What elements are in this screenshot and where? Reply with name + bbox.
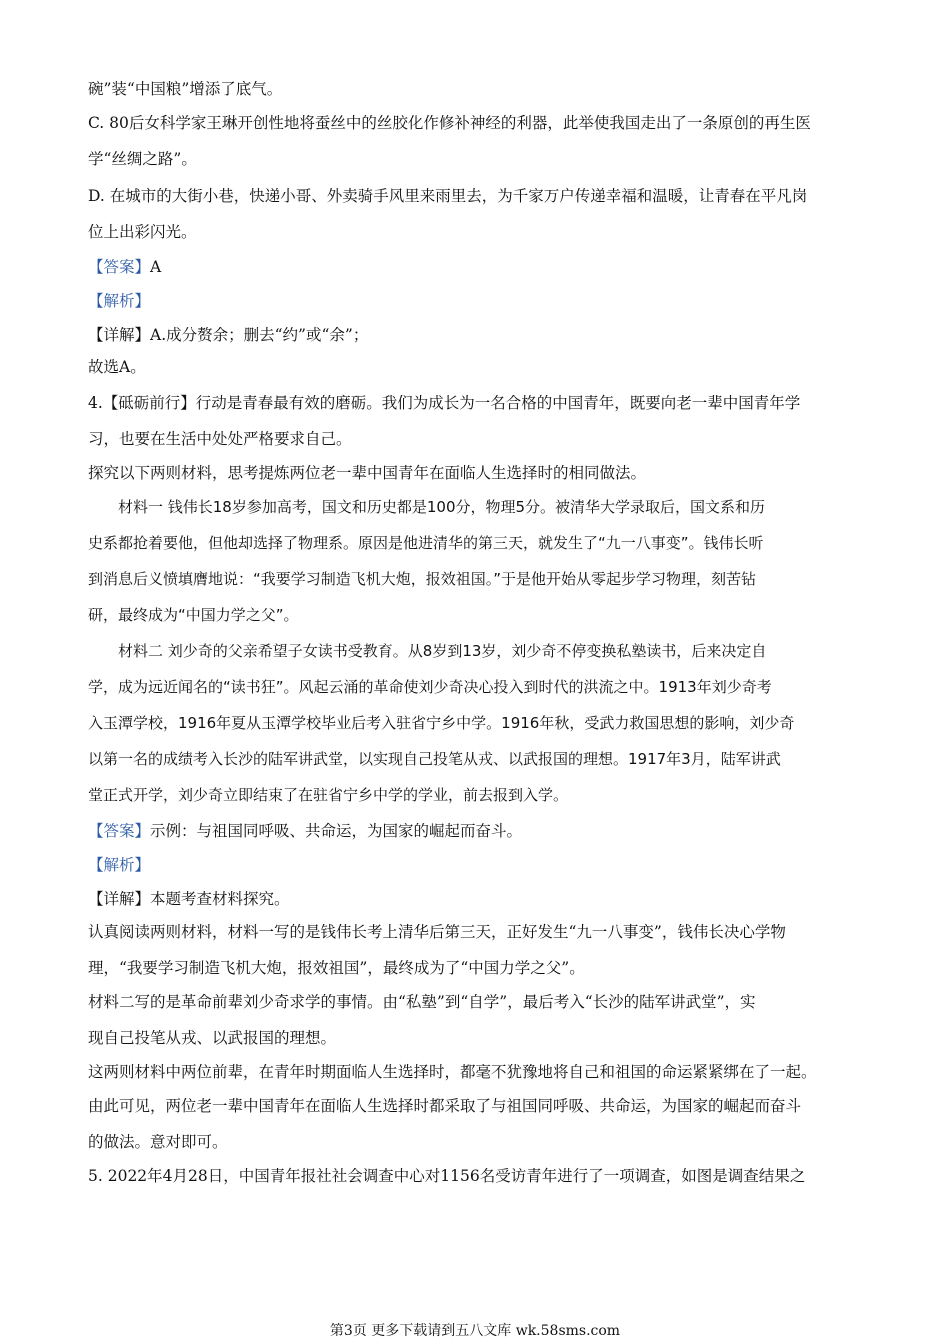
material-two-line: 堂正式开学，刘少奇立即结束了在驻省宁乡中学的学业，前去报到入学。 [88, 786, 569, 804]
answer-line [88, 820, 868, 842]
option-c-line: 学“丝绸之路”。 [88, 150, 197, 168]
material-two-line: 入玉潭学校，1916年夏从玉潭学校毕业后考入驻省宁乡中学。1916年秋，受武力救国思想的影响，刘少奇 [88, 714, 795, 732]
detail-text: A.成分赘余；删去“约”或“余”； [150, 326, 369, 344]
analysis-paragraph-line: 理，“我要学习制造飞机大炮，报效祖国”，最终成为了“中国力学之父”。 [88, 959, 585, 977]
material-one-line: 到消息后义愤填膺地说：“我要学习制造飞机大炮，报效祖国。”于是他开始从零起步学习物理，刻苦钻 [88, 570, 757, 588]
question-4-prompt: 探究以下两则材料，思考提炼两位老一辈中国青年在面临人生选择时的相同做法。 [88, 464, 647, 482]
analysis-paragraph-line: 材料二写的是革命前辈刘少奇求学的事情。由“私塾”到“自学”，最后考入“长沙的陆军讲武堂”，实 [88, 993, 756, 1011]
analysis-tag: 【解析】 [88, 292, 151, 310]
option-c-line: C. 80后女科学家王琳开创性地将蚕丝中的丝胶化作修补神经的利器，此举使我国走出了一条原创的再生医 [88, 114, 811, 132]
analysis-paragraph-line: 这两则材料中两位前辈，在青年时期面临人生选择时，都毫不犹豫地将自己和祖国的命运紧紧绑在了一起。 [88, 1063, 817, 1081]
answer-value: A [150, 258, 162, 276]
paragraph-line: 故选A。 [88, 358, 146, 376]
detail-line [88, 888, 868, 910]
page-footer: 第3页 更多下载请到五八文库 wk.58sms.com [329, 1323, 621, 1339]
material-two-line: 学，成为远近闻名的“读书狂”。风起云涌的革命使刘少奇决心投入到时代的洪流之中。1913年刘少奇考 [88, 678, 772, 696]
material-one-line: 研，最终成为“中国力学之父”。 [88, 606, 299, 624]
material-two-line: 以第一名的成绩考入长沙的陆军讲武堂，以实现自己投笔从戎、以武报国的理想。1917年3月，陆军讲武 [88, 750, 781, 768]
analysis-tag: 【解析】 [88, 856, 151, 874]
answer-value: 示例：与祖国同呼吸、共命运，为国家的崛起而奋斗。 [150, 822, 523, 840]
paragraph-line: 碗”装“中国粮”增添了底气。 [88, 80, 283, 98]
detail-tag: 【详解】 [88, 326, 151, 344]
detail-tag: 【详解】 [88, 890, 151, 908]
option-d-line: D. 在城市的大街小巷，快递小哥、外卖骑手风里来雨里去，为千家万户传递幸福和温暖，让青春在平凡岗 [88, 187, 808, 205]
analysis-line [88, 290, 868, 312]
question-4-line: 习，也要在生活中处处严格要求自己。 [88, 430, 352, 448]
answer-tag: 【答案】 [88, 822, 151, 840]
analysis-paragraph-line: 现自己投笔从戎、以武报国的理想。 [88, 1029, 337, 1047]
question-5-line: 5. 2022年4月28日，中国青年报社社会调查中心对1156名受访青年进行了一项调查，如图是调查结果之 [88, 1167, 806, 1185]
analysis-line [88, 854, 868, 876]
question-4-line: 4.【砥砺前行】行动是青春最有效的磨砺。我们为成长为一名合格的中国青年，既要向老一辈中国青年学 [88, 394, 801, 412]
material-one-line: 史系都抢着要他，但他却选择了物理系。原因是他进清华的第三天，就发生了“九一八事变”。钱伟长听 [88, 534, 764, 552]
answer-line [88, 256, 868, 278]
detail-line [88, 324, 868, 346]
detail-text: 本题考查材料探究。 [150, 890, 290, 908]
material-two-line: 材料二 刘少奇的父亲希望子女读书受教育。从8岁到13岁，刘少奇不停变换私塾读书，后来决定自 [118, 642, 767, 660]
option-d-line: 位上出彩闪光。 [88, 223, 197, 241]
material-one-line: 材料一 钱伟长18岁参加高考，国文和历史都是100分，物理5分。被清华大学录取后，国文系和历 [118, 498, 766, 516]
answer-tag: 【答案】 [88, 258, 151, 276]
analysis-paragraph-line: 认真阅读两则材料，材料一写的是钱伟长考上清华后第三天，正好发生“九一八事变”，钱伟长决心学物 [88, 923, 786, 941]
analysis-paragraph-line: 的做法。意对即可。 [88, 1133, 228, 1151]
analysis-paragraph-line: 由此可见，两位老一辈中国青年在面临人生选择时都采取了与祖国同呼吸、共命运，为国家的崛起而奋斗 [88, 1097, 802, 1115]
